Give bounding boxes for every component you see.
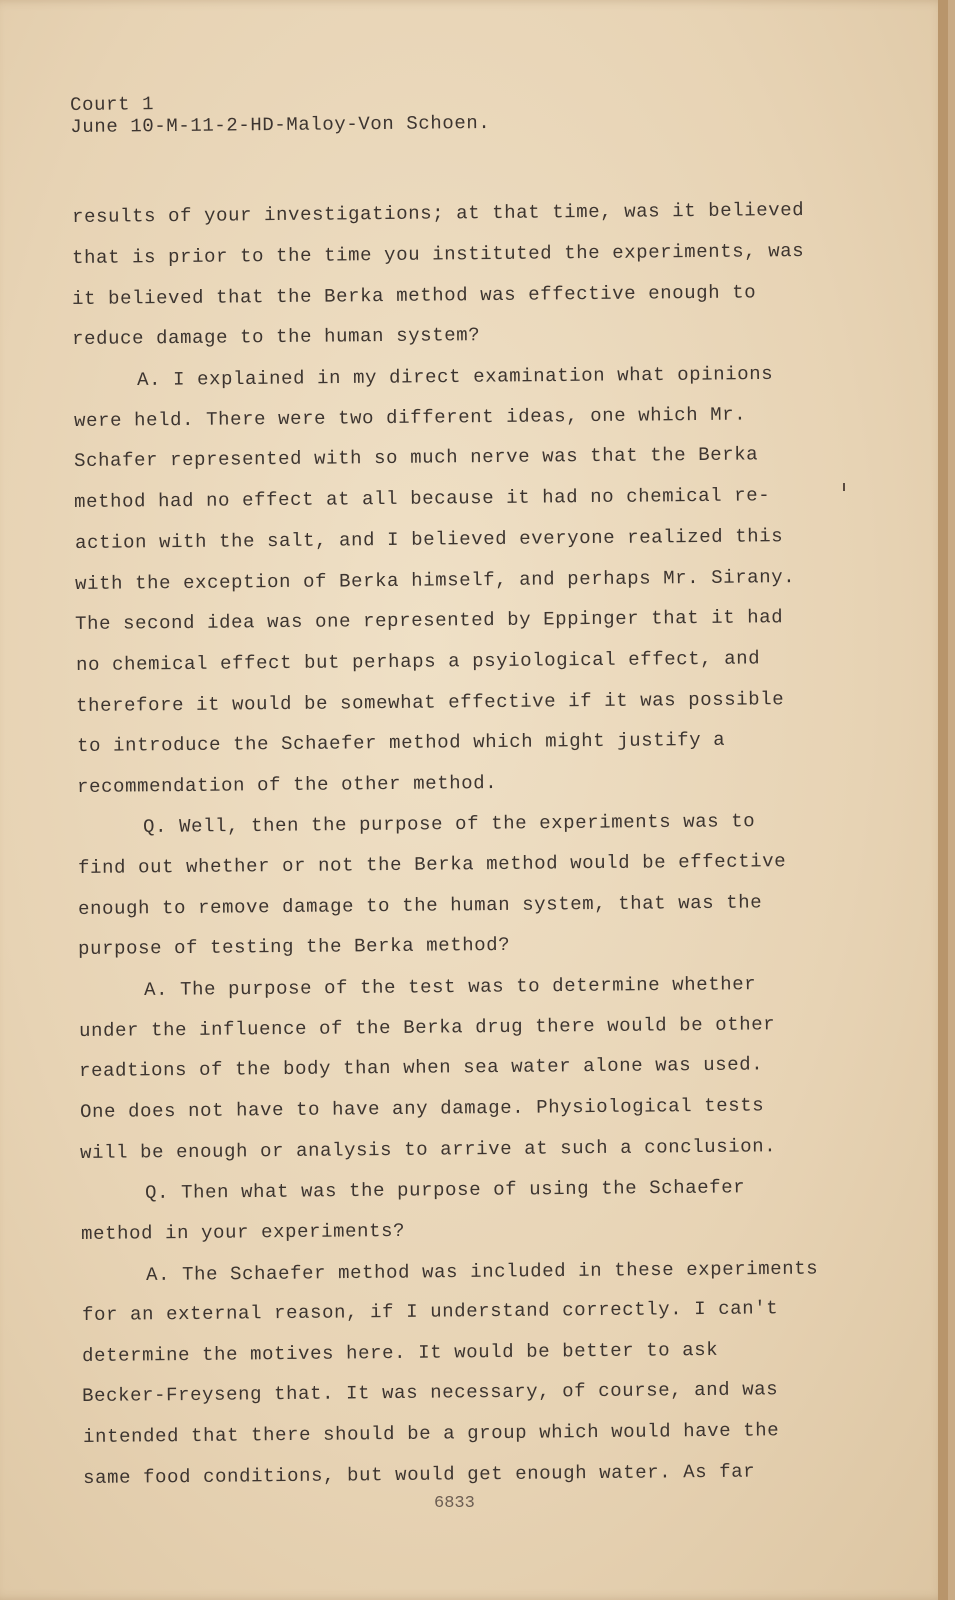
body-line: enough to remove damage to the human system, that was the	[78, 891, 763, 920]
body-line: will be enough or analysis to arrive at such a conclusion.	[80, 1135, 777, 1164]
body-line: Q. Well, then the purpose of the experiments was to	[143, 810, 756, 838]
body-line: with the exception of Berka himself, and perhaps Mr. Sirany.	[75, 566, 796, 595]
body-line: method in your experiments?	[81, 1219, 406, 1245]
body-line: results of your investigations; at that time, was it believed	[72, 198, 805, 228]
page-number: 6833	[434, 1494, 475, 1513]
body-line: intended that there should be a group which would have the	[83, 1419, 780, 1448]
body-line: readtions of the body than when sea water alone was used.	[79, 1053, 764, 1082]
body-line: were held. There were two different ideas, one which Mr.	[74, 403, 747, 432]
body-line: action with the salt, and I believed everyone realized this	[75, 525, 784, 554]
body-line: no chemical effect but perhaps a psyiological effect, and	[76, 647, 761, 676]
body-line: it believed that the Berka method was effective enough to	[72, 281, 757, 310]
body-line: recommendation of the other method.	[77, 771, 498, 798]
body-line: purpose of testing the Berka method?	[78, 933, 511, 960]
body-line: Becker-Freyseng that. It was necessary, of course, and was	[82, 1378, 779, 1407]
body-line: to introduce the Schaefer method which might justify a	[77, 728, 726, 757]
body-line: reduce damage to the human system?	[72, 324, 481, 350]
body-line: The second idea was one represented by Eppinger that it had	[75, 606, 784, 635]
body-line: under the influence of the Berka drug there would be other	[79, 1013, 776, 1042]
document-header	[70, 90, 490, 138]
page-edge	[938, 0, 948, 1600]
margin-mark	[843, 483, 845, 491]
body-line: A. The Schaefer method was included in these experiments	[146, 1257, 819, 1286]
body-line: find out whether or not the Berka method would be effective	[78, 850, 787, 879]
body-line: method had no effect at all because it had no chemical re-	[74, 484, 771, 513]
body-line: A. I explained in my direct examination what opinions	[137, 362, 774, 391]
body-line: Schafer represented with so much nerve was that the Berka	[74, 443, 759, 472]
body-line: therefore it would be somewhat effective if it was possible	[76, 688, 785, 717]
body-line: determine the motives here. It would be better to ask	[82, 1338, 719, 1367]
body-line: A. The purpose of the test was to determine whether	[144, 973, 757, 1001]
body-line: that is prior to the time you instituted the experiments, was	[72, 239, 805, 269]
body-line: Q. Then what was the purpose of using the Schaefer	[145, 1176, 746, 1204]
header-date-line: June 10-M-11-2-HD-Maloy-Von Schoen.	[70, 111, 491, 138]
body-line: for an external reason, if I understand correctly. I can't	[82, 1297, 779, 1326]
body-line: One does not have to have any damage. Physiological tests	[80, 1094, 765, 1123]
header-court: Court 1	[70, 93, 155, 116]
body-line: same food conditions, but would get enough water. As far	[83, 1460, 756, 1489]
